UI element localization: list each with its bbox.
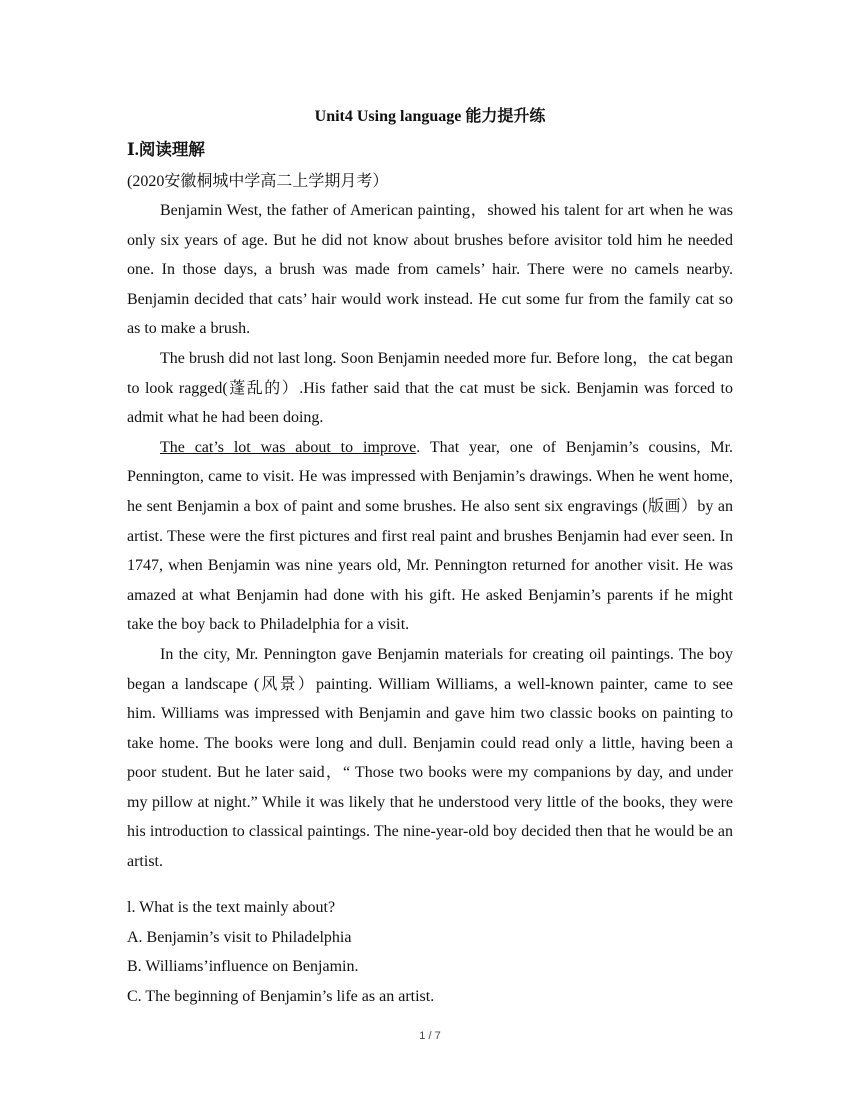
paragraph-3 xyxy=(127,433,733,640)
page-number: 1 / 7 xyxy=(419,1030,441,1042)
passage-body xyxy=(127,196,733,877)
option-a: A. Benjamin’s visit to Philadelphia xyxy=(127,928,352,946)
underlined-sentence: The cat’s lot was about to improve xyxy=(160,438,417,456)
paragraph-4: In the city, Mr. Pennington gave Benjamin materials for creating oil paintings. The boy began a landscape (风景）painting. William Williams, a well-known painter, came to see him. Williams was impressed with Benjamin and gave him two classic books on painting to take home. The books were long and dull. Benjamin could read only a little, having been a poor student. But he later said，“ Those two books were my companions by day, and under my pillow at night.” While it was likely that he understood very little of the books, they were his introduction to classical paintings. The nine-year-old boy decided then that he would be an artist. xyxy=(127,645,733,871)
paragraph-3-text: . That year, one of Benjamin’s cousins, Mr. Pennington, came to visit. He was impressed with Benjamin’s drawings. When he went home, he sent Benjamin a box of paint and some brushes. He also sent six engravings (版画）by an artist. These were the first pictures and first real paint and brushes Benjamin had ever seen. In 1747, when Benjamin was nine years old, Mr. Pennington returned for another visit. He was amazed at what Benjamin had done with his gift. He asked Benjamin’s parents if he might take the boy back to Philadelphia for a visit. xyxy=(127,438,734,634)
option-b: B. Williams’influence on Benjamin. xyxy=(127,958,359,975)
question-block xyxy=(127,893,733,1011)
paragraph-2: The brush did not last long. Soon Benjamin needed more fur. Before long，the cat began to look ragged(蓬乱的）.His father said that the cat must be sick. Benjamin was forced to admit what he had been doing. xyxy=(127,349,733,427)
question-text: l. What is the text mainly about? xyxy=(127,899,336,916)
document-title: Unit4 Using language 能力提升练 xyxy=(314,108,546,125)
passage-source: (2020安徽桐城中学高二上学期月考） xyxy=(127,173,389,190)
section-heading: Ⅰ.阅读理解 xyxy=(127,140,205,159)
option-c: C. The beginning of Benjamin’s life as an artist. xyxy=(127,987,435,1005)
paragraph-1: Benjamin West, the father of American painting，showed his talent for art when he was only six years of age. But he did not know about brushes before avisitor told him he needed one. In those days, a brush was made from camels’ hair. There were no camels nearby. Benjamin decided that cats’ hair would work instead. He cut some fur from the family cat so as to make a brush. xyxy=(127,202,733,338)
